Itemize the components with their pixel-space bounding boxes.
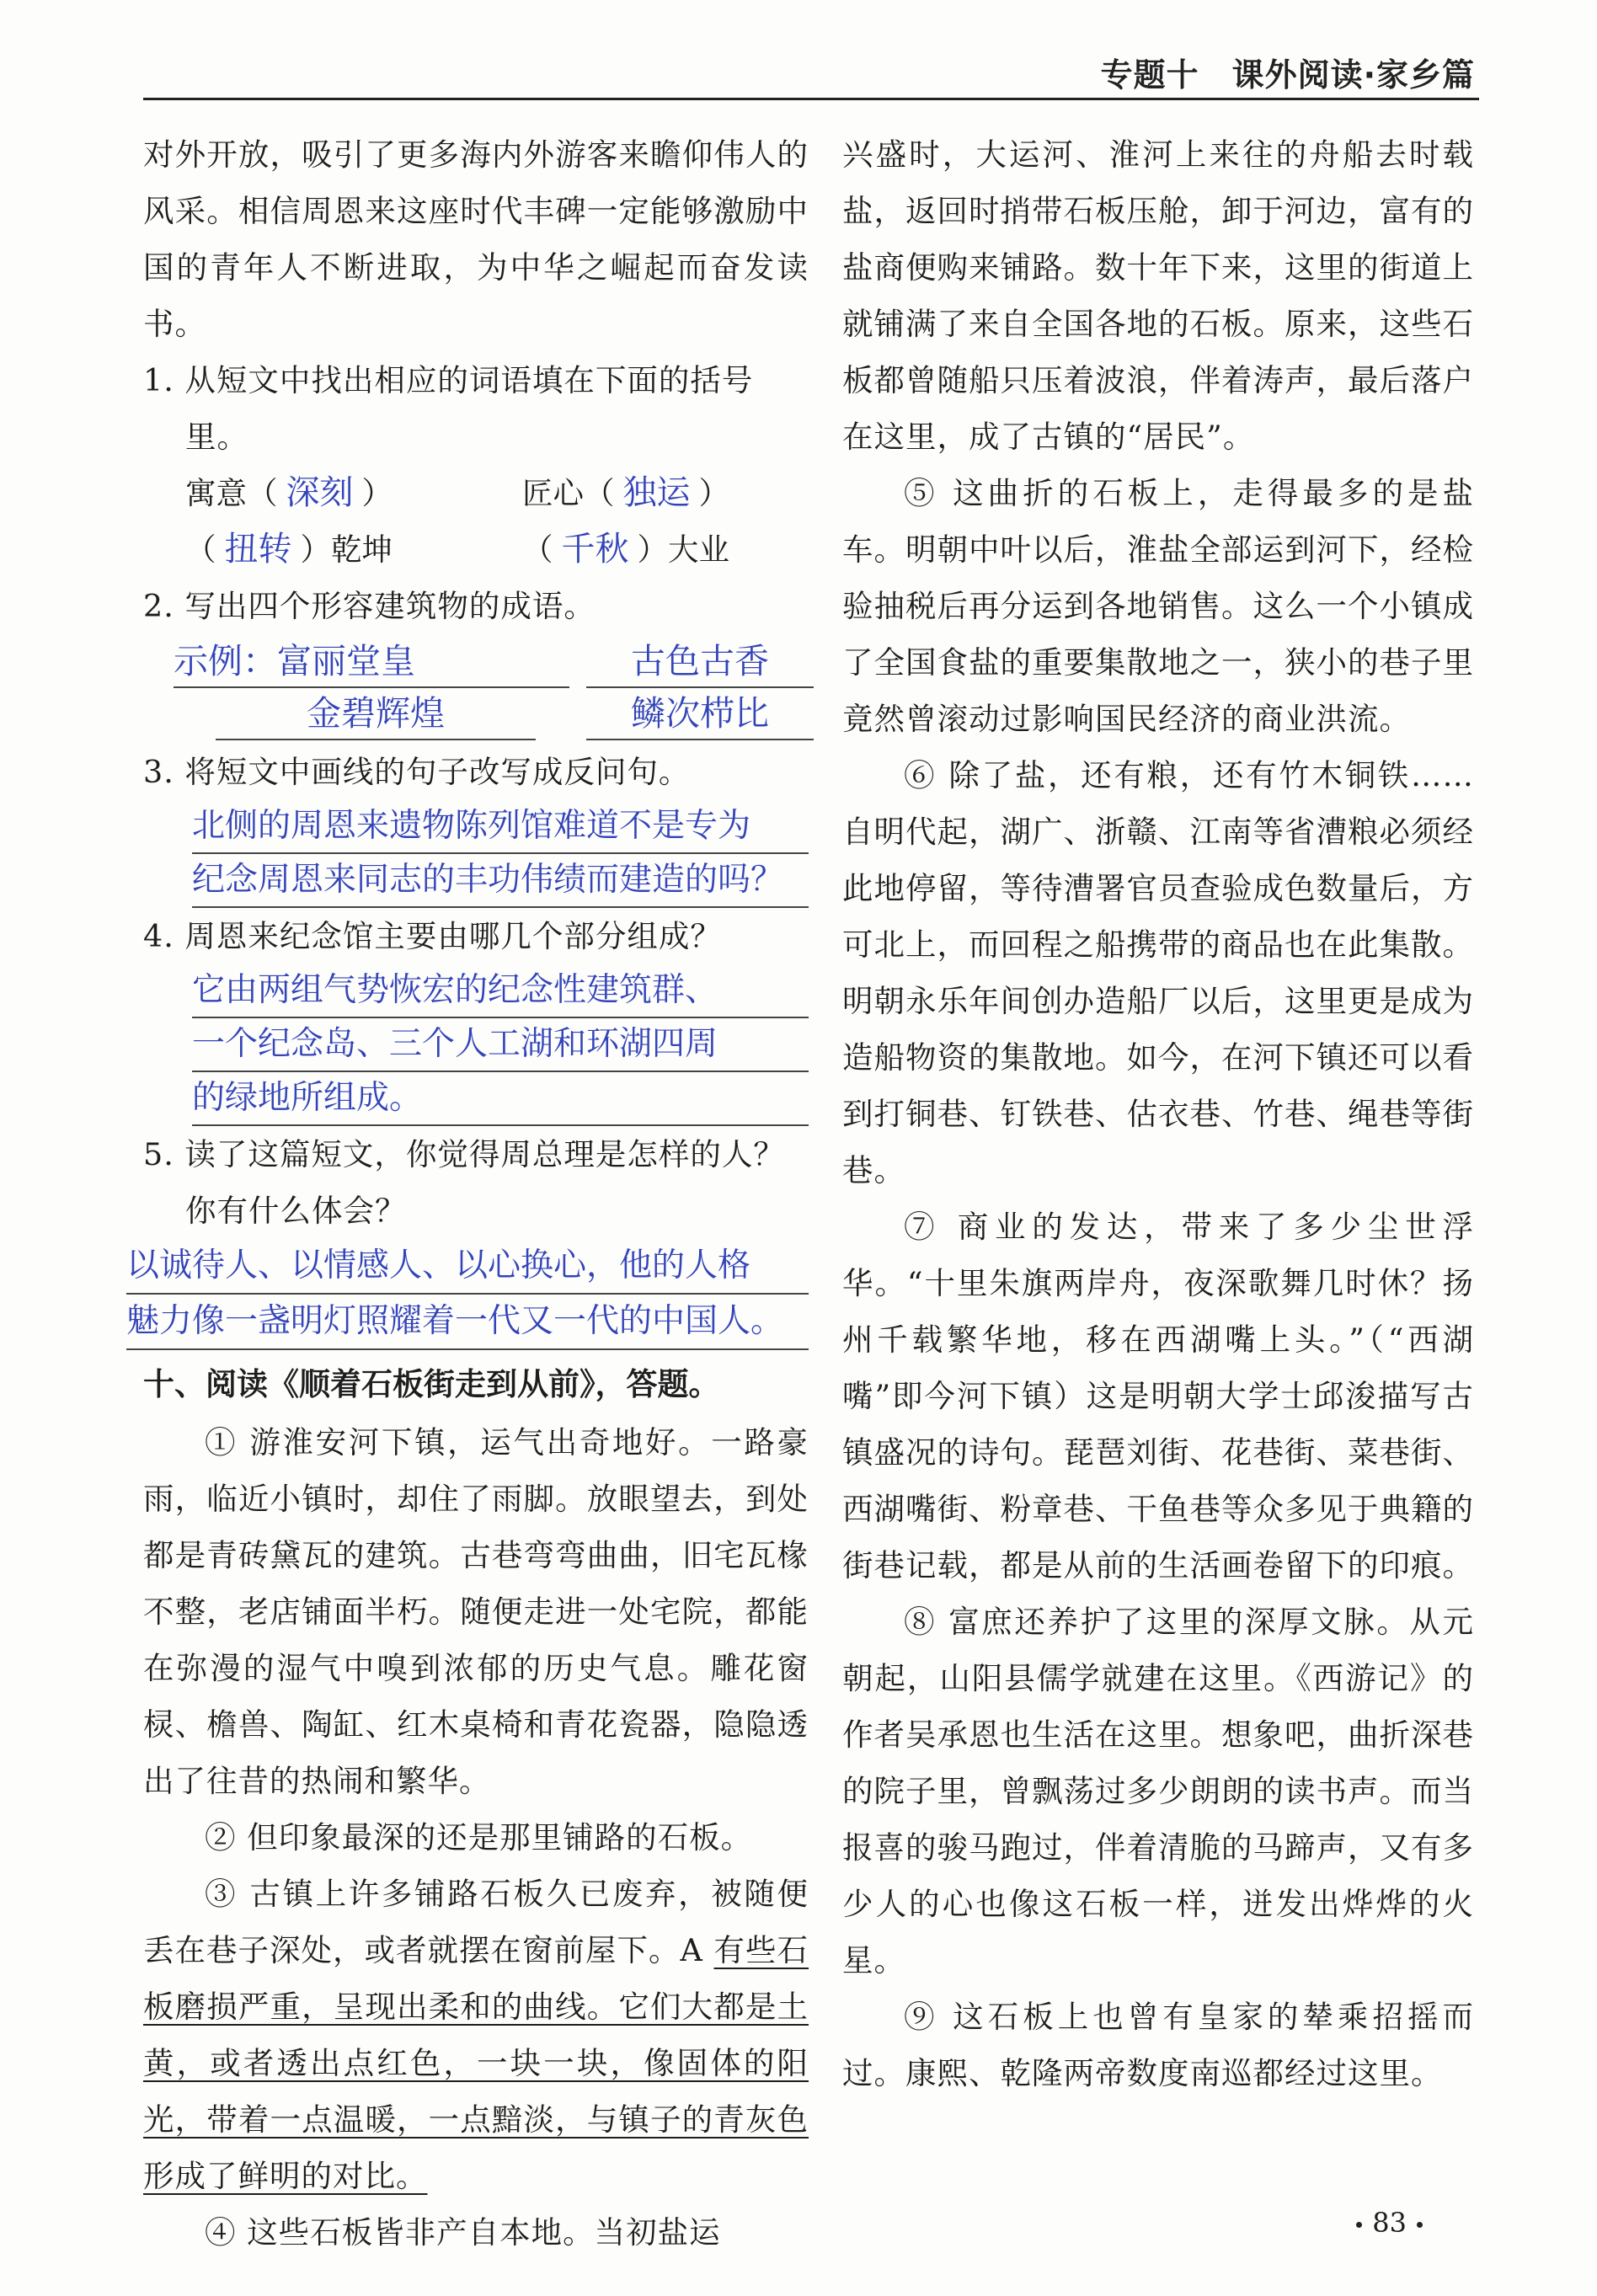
section-title: 十、阅读《顺着石板街走到从前》，答题。 [143,1366,720,1402]
question-3: 3. 将短文中画线的句子改写成反问句。 [143,754,691,790]
answer-line: 魅力像一盏明灯照耀着一代又一代的中国人。 [126,1295,809,1350]
answer-line: 纪念周恩来同志的丰功伟绩而建造的吗？ [192,854,809,908]
intro-paragraph: 对外开放，吸引了更多海内外游客来瞻仰伟人的风采。相信周恩来这座时代丰碑一定能够激励中国的青年人不断进取，为中华之崛起而奋发读书。 [143,136,809,342]
paragraph-4-start: ④ 这些石板皆非产自本地。当初盐运 [205,2214,721,2251]
header-rule [143,98,1479,100]
answer-line: 它由两组气势恢宏的纪念性建筑群、 [192,964,809,1018]
paragraph-4-cont: 兴盛时，大运河、淮河上来往的舟船去时载盐，返回时捎带石板压舱，卸于河边，富有的盐商便购来铺路。数十年下来，这里的街道上就铺满了来自全国各地的石板。原来，这些石板都曾随船只压着波浪，伴着涛声，最后落户在这里，成了古镇的“居民”。 [842,136,1474,455]
left-column [126,126,809,2261]
q1-answer: 深刻 [286,473,354,512]
underlined-sentence: 有些石板磨损严重，呈现出柔和的曲线。它们大都是土黄，或者透出点红色，一块一块，像固体的阳光，带着一点温暖，一点黯淡，与镇子的青灰色形成了鲜明的对比。 [143,1932,809,2194]
q4-answer [143,964,809,1126]
answer-line: 一个纪念岛、三个人工湖和环湖四周 [192,1018,809,1072]
q3-answer [143,800,809,908]
paragraph-3: ③ 古镇上许多铺路石板久已废弃，被随便丢在巷子深处，或者就摆在窗前屋下。A 有些石板磨损严重，呈现出柔和的曲线。它们大都是土黄，或者透出点红色，一块一块，像固体的阳光，带着一点温暖，一点黯淡，与镇子的青灰色形成了鲜明的对比。 [143,1876,809,2194]
q1-item: 寓意（ 深刻 ） [185,473,393,512]
right-column [842,126,1474,2101]
page-number: 83 [1346,2207,1433,2239]
paragraph-9: ⑨ 这石板上也曾有皇家的辇乘招摇而过。康熙、乾隆两帝数度南巡都经过这里。 [842,1999,1474,2091]
question-4: 4. 周恩来纪念馆主要由哪几个部分组成？ [143,918,722,954]
paragraph-6: ⑥ 除了盐，还有粮，还有竹木铜铁……自明代起，湖广、浙赣、江南等省漕粮必须经此地停留，等待漕署官员查验成色数量后，方可北上，而回程之船携带的商品也在此集散。明朝永乐年间创办造船厂以后，这里更是成为造船物资的集散地。如今，在河下镇还可以看到打铜巷、钉铁巷、估衣巷、竹巷、绳巷等街巷。 [842,757,1474,1188]
question-5: 5. 读了这篇短文，你觉得周总理是怎样的人？你有什么体会？ [143,1136,785,1229]
paragraph-5: ⑤ 这曲折的石板上，走得最多的是盐车。明朝中叶以后，淮盐全部运到河下，经检验抽税后再分运到各地销售。这么一个小镇成了全国食盐的重要集散地之一，狭小的巷子里竟然曾滚动过影响国民经济的商业洪流。 [842,475,1474,737]
paragraph-8: ⑧ 富庶还养护了这里的深厚文脉。从元朝起，山阳县儒学就建在这里。《西游记》的作者吴承恩也生活在这里。想象吧，曲折深巷的院子里，曾飘荡过多少朗朗的读书声。而当报喜的骏马跑过，伴着清脆的马蹄声，又有多少人的心也像这石板一样，迸发出烨烨的火星。 [842,1604,1474,1978]
q1-item: 匠心（ 独运 ） [522,473,729,512]
question-1: 1. 从短文中找出相应的词语填在下面的括号里。 [143,362,754,455]
q1-answer: 千秋 [561,530,629,569]
answer-line: 的绿地所组成。 [192,1072,809,1126]
q2-answer: 古色古香 [586,636,814,688]
answer-line: 以诚待人、以情感人、以心换心，他的人格 [126,1239,809,1295]
q1-item: （ 千秋 ）大业 [522,530,729,569]
q1-answer: 扭转 [224,530,292,569]
paragraph-2: ② 但印象最深的还是那里铺路的石板。 [205,1819,753,1855]
q2-answer: 示例：富丽堂皇 [174,636,569,688]
paragraph-1: ① 游淮安河下镇，运气出奇地好。一路豪雨，临近小镇时，却住了雨脚。放眼望去，到处都是青砖黛瓦的建筑。古巷弯弯曲曲，旧宅瓦椽不整，老店铺面半朽。随便走进一处宅院，都能在弥漫的湿气中嗅到浓郁的历史气息。雕花窗棂、檐兽、陶缸、红木桌椅和青花瓷器，隐隐透出了往昔的热闹和繁华。 [143,1424,809,1799]
q1-answer: 独运 [622,473,691,512]
page-header: 专题十 课外阅读·家乡篇 [1100,56,1475,93]
q1-fill-grid [143,465,809,578]
q2-answer: 鳞次栉比 [586,688,814,740]
q5-answer [126,1239,809,1350]
q2-answer: 金碧辉煌 [216,688,536,740]
answer-line: 北侧的周恩来遗物陈列馆难道不是专为 [192,800,809,854]
q1-item: （ 扭转 ）乾坤 [185,530,393,569]
q2-answer-grid [143,636,809,740]
question-2: 2. 写出四个形容建筑物的成语。 [143,588,596,624]
paragraph-7: ⑦ 商业的发达，带来了多少尘世浮华。“十里朱旗两岸舟，夜深歌舞几时休？扬州千载繁华地，移在西湖嘴上头。”（“西湖嘴”即今河下镇）这是明朝大学士邱浚描写古镇盛况的诗句。琵琶刘街、花巷街、菜巷街、西湖嘴街、粉章巷、干鱼巷等众多见于典籍的街巷记载，都是从前的生活画卷留下的印痕。 [842,1209,1474,1583]
